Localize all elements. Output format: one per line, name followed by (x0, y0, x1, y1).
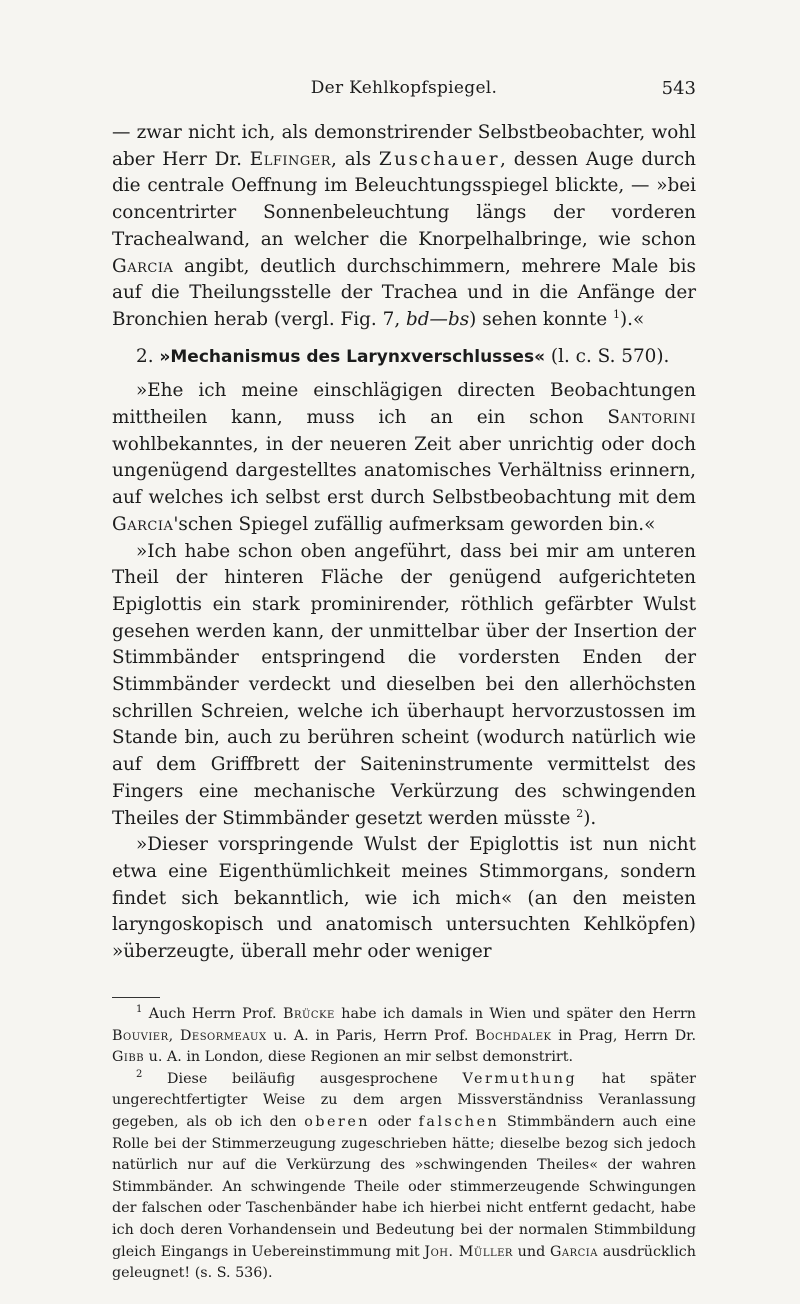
author-name: Bochdalek (475, 1027, 552, 1044)
footnote-1: $^1$ Auch Herrn Prof. Brücke habe ich damals in Wien und später den Herrn Bouvier, Desormeaux u. A. in Paris, Herrn Prof. Bochdalek in Prag, Herrn Dr. Gibb u. A. in London, diese Regionen an mir selbst demonstrirt. (112, 1004, 696, 1066)
author-name: Santorini (607, 407, 696, 429)
author-name: Gibb (112, 1049, 145, 1066)
section-title: »Mechanismus des Larynxverschlusses« (159, 346, 546, 367)
paragraph-2: »Ehe ich meine einschlägigen directen Beobachtungen mittheilen kann, muss ich an ein schon Santorini wohlbekanntes, in der neueren Zeit aber unrichtig oder doch ungenügend dargestelltes anatomisches Verhältniss erinnern, auf welches ich selbst erst durch Selbstbeobachtung mit dem Garcia'schen Spiegel zufällig aufmerksam geworden bin.« (112, 380, 696, 535)
author-name: Elfinger (249, 148, 332, 170)
footnote-ref-1[interactable]: 1 (612, 307, 620, 321)
paragraph-1: — zwar nicht ich, als demonstrirender Selbstbeobachter, wohl aber Herr Dr. Elfinger, als Zuschauer, dessen Auge durch die centrale Oeffnung im Beleuchtungsspiegel blickte, — »bei concentrirter Sonnenbeleuchtung längs der vorderen Trachealwand, an welcher die Knorpelhalbringe, wie schon Garcia angibt, deutlich durchschimmern, mehrere Male bis auf die Theilungsstelle der Trachea und in die Anfänge der Bronchien herab (vergl. Fig. 7, bd—bs) sehen konnte $^1$).« (112, 122, 696, 330)
footnote-number: 1 (136, 1004, 143, 1016)
footnote-divider (112, 997, 160, 998)
author-name: Joh. Müller (424, 1243, 513, 1260)
spaced-emphasis: oberen (304, 1113, 371, 1130)
footnote-ref-2[interactable]: 2 (576, 806, 584, 820)
section-heading (112, 344, 696, 371)
section-reference: (l. c. S. 570). (545, 345, 670, 367)
spaced-emphasis: Vermuthung (462, 1070, 578, 1087)
author-name: Garcia (549, 1243, 598, 1260)
author-name: Garcia (112, 255, 174, 277)
footnote-number: 2 (136, 1069, 143, 1081)
paragraph-4: »Dieser vorspringende Wulst der Epiglottis ist nun nicht etwa eine Eigenthümlichkeit meines Stimmorgans, sondern findet sich bekanntlich, wie ich mich« (an den meisten laryngoskopisch und anatomisch untersuchten Kehlköpfen) »überzeugte, überall mehr oder weniger (112, 834, 696, 963)
spaced-emphasis: falschen (418, 1113, 500, 1130)
section-number: 2. (136, 345, 154, 367)
running-header (112, 78, 696, 108)
author-name: Brücke (282, 1006, 335, 1022)
footnote-2: $^2$ Diese beiläufig ausgesprochene Vermuthung hat später ungerechtfertigter Weise zu dem argen Missverständniss Veranlassung gegeben, als ob ich den oberen oder falschen Stimmbändern auch eine Rolle bei der Stimmerzeugung zugeschrieben hätte; dieselbe bezog sich jedoch natürlich nur auf die Verkürzung des »schwingenden Theiles« der wahren Stimmbänder. An schwingende Theile oder stimmerzeugende Schwingungen der falschen oder Taschenbänder habe ich hierbei nicht entfernt gedacht, habe ich doch deren Vorhandensein und Bedeutung bei der normalen Stimmbildung gleich Eingangs in Uebereinstimmung mit Joh. Müller und Garcia ausdrücklich geleugnet! (s. S. 536). (112, 1069, 696, 1282)
main-text (112, 120, 696, 966)
footnotes (112, 1004, 696, 1285)
author-name: Bouvier (112, 1027, 169, 1044)
spaced-emphasis: Zuschauer (378, 148, 501, 170)
page-number: 543 (661, 78, 696, 99)
paragraph-3: »Ich habe schon oben angeführt, dass bei mir am unteren Theil der hinteren Fläche der genügend aufgerichteten Epiglottis ein stark prominirender, röthlich gefärbter Wulst gesehen werden kann, der unmittelbar über der Insertion der Stimmbänder entspringend die vordersten Enden der Stimmbänder verdeckt und dieselben bei den allerhöchsten schrillen Schreien, welche ich überhaupt hervorzustossen im Stande bin, auch zu berühren scheint (wodurch natürlich wie auf dem Griffbrett der Saiteninstrumente vermittelst des Fingers eine mechanische Verkürzung des schwingenden Theiles der Stimmbänder gesetzt werden müsste $^2$). (112, 540, 696, 829)
running-title: Der Kehlkopfspiegel. (310, 78, 498, 98)
author-name: Desormeaux (179, 1027, 267, 1044)
figure-label: bd—bs (406, 308, 470, 330)
author-name: Garcia (112, 513, 174, 535)
